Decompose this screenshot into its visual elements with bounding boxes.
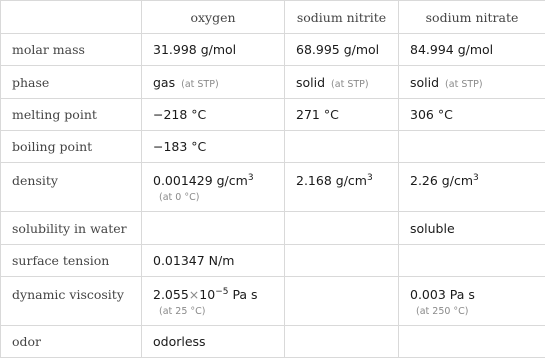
- solubility-sodium-nitrate: soluble: [399, 212, 545, 245]
- molar-mass-oxygen: 31.998 g/mol: [142, 34, 285, 66]
- boiling-point-sodium-nitrate: [399, 131, 545, 163]
- density-oxygen-cell: [142, 163, 285, 212]
- density-sodium-nitrate-cell: [399, 163, 545, 212]
- viscosity-oxygen-times: ×: [188, 287, 200, 302]
- phase-sodium-nitrite-note: (at STP): [331, 78, 369, 90]
- table-row: [1, 99, 545, 131]
- row-label-melting-point: melting point: [1, 99, 142, 131]
- surface-tension-oxygen: 0.01347 N/m: [142, 245, 285, 277]
- density-sodium-nitrate: 2.26 g/cm: [410, 173, 474, 188]
- table-row: [1, 131, 545, 163]
- viscosity-oxygen-note: (at 25 °C): [159, 306, 206, 317]
- viscosity-oxygen-base: 10: [199, 287, 216, 302]
- density-oxygen-exponent: 3: [247, 172, 254, 183]
- row-label-boiling-point: boiling point: [1, 131, 142, 163]
- row-label-molar-mass: molar mass: [1, 34, 142, 66]
- phase-sodium-nitrate-cell: [399, 66, 545, 99]
- viscosity-sodium-nitrate: 0.003 Pa s: [410, 287, 475, 302]
- row-label-phase: phase: [1, 66, 142, 99]
- phase-oxygen-note: (at STP): [181, 78, 219, 90]
- phase-oxygen: gas: [153, 74, 176, 90]
- boiling-point-oxygen: −183 °C: [142, 131, 285, 163]
- table-row: [1, 212, 545, 245]
- solubility-oxygen: [142, 212, 285, 245]
- viscosity-oxygen-unit: Pa s: [228, 287, 258, 302]
- density-sodium-nitrite-exponent: 3: [366, 172, 373, 183]
- header-sodium-nitrite: sodium nitrite: [285, 1, 399, 34]
- density-oxygen-note: (at 0 °C): [159, 192, 200, 203]
- header-empty-cell: [1, 1, 142, 34]
- row-label-odor: odor: [1, 326, 142, 358]
- odor-sodium-nitrite: [285, 326, 399, 358]
- density-sodium-nitrite-cell: [285, 163, 399, 212]
- density-sodium-nitrate-exponent: 3: [473, 172, 479, 183]
- surface-tension-sodium-nitrite: [285, 245, 399, 277]
- density-oxygen: 0.001429 g/cm: [153, 173, 248, 188]
- table-row: [1, 34, 545, 66]
- table-row: [1, 326, 545, 358]
- odor-sodium-nitrate: [399, 326, 545, 358]
- row-label-solubility-in-water: solubility in water: [1, 212, 142, 245]
- phase-sodium-nitrate-note: (at STP): [445, 78, 483, 90]
- header-sodium-nitrate: sodium nitrate: [399, 1, 545, 34]
- boiling-point-sodium-nitrite: [285, 131, 399, 163]
- surface-tension-sodium-nitrate: [399, 245, 545, 277]
- viscosity-sodium-nitrite: [285, 277, 399, 326]
- density-sodium-nitrite: 2.168 g/cm: [296, 173, 367, 188]
- viscosity-oxygen-mantissa: 2.055: [153, 287, 189, 302]
- viscosity-sodium-nitrate-note: (at 250 °C): [416, 306, 469, 317]
- header-oxygen: oxygen: [142, 1, 285, 34]
- odor-oxygen: odorless: [142, 326, 285, 358]
- melting-point-sodium-nitrite: 271 °C: [285, 99, 399, 131]
- phase-oxygen-cell: [142, 66, 285, 99]
- phase-sodium-nitrate: solid: [410, 74, 440, 90]
- header-row: [1, 1, 545, 34]
- phase-sodium-nitrite: solid: [296, 74, 326, 90]
- table-row: [1, 277, 545, 326]
- table-row: [1, 163, 545, 212]
- row-label-dynamic-viscosity: dynamic viscosity: [1, 277, 142, 326]
- melting-point-oxygen: −218 °C: [142, 99, 285, 131]
- phase-sodium-nitrite-cell: [285, 66, 399, 99]
- solubility-sodium-nitrite: [285, 212, 399, 245]
- row-label-density: density: [1, 163, 142, 212]
- table-row: [1, 245, 545, 277]
- molar-mass-sodium-nitrite: 68.995 g/mol: [285, 34, 399, 66]
- melting-point-sodium-nitrate: 306 °C: [399, 99, 545, 131]
- molar-mass-sodium-nitrate: 84.994 g/mol: [399, 34, 545, 66]
- viscosity-oxygen-cell: [142, 277, 285, 326]
- viscosity-sodium-nitrate-cell: [399, 277, 545, 326]
- viscosity-oxygen-exponent: −5: [215, 286, 229, 297]
- row-label-surface-tension: surface tension: [1, 245, 142, 277]
- table-row: [1, 66, 545, 99]
